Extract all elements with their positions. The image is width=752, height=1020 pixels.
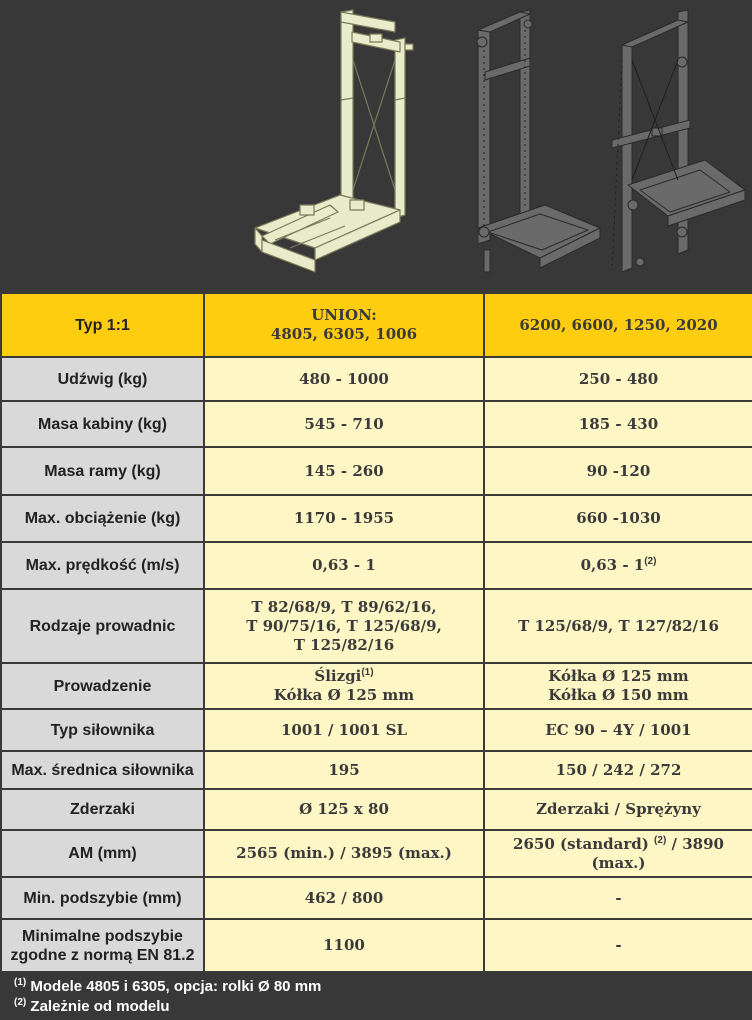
row-label: Prowadzenie bbox=[1, 663, 204, 709]
footnote-ref-1: (1) bbox=[361, 667, 374, 678]
row-value-col1: 462 / 800 bbox=[204, 877, 484, 919]
row-label: Min. podszybie (mm) bbox=[1, 877, 204, 919]
am-max-label: (max.) bbox=[591, 853, 646, 872]
footnote-1-mark: (1) bbox=[14, 977, 27, 988]
row-value-col2: 250 - 480 bbox=[484, 357, 752, 401]
row-label: Zderzaki bbox=[1, 789, 204, 830]
row-value-col1: 545 - 710 bbox=[204, 401, 484, 447]
header-col1 bbox=[204, 293, 484, 357]
table-row bbox=[1, 830, 752, 877]
header-col1-line2: 4805, 6305, 1006 bbox=[270, 325, 418, 343]
frame-6200-illustration-side bbox=[612, 10, 745, 272]
row-value-col2: Zderzaki / Sprężyny bbox=[484, 789, 752, 830]
guidance-slides: Ślizgi bbox=[314, 667, 362, 685]
row-label: Max. prędkość (m/s) bbox=[1, 542, 204, 589]
table-row bbox=[1, 709, 752, 751]
row-label-line1: Minimalne podszybie bbox=[22, 927, 183, 945]
row-label: AM (mm) bbox=[1, 830, 204, 877]
footnote-2 bbox=[14, 997, 744, 1017]
row-value-col1: 1170 - 1955 bbox=[204, 495, 484, 542]
row-label: Typ siłownika bbox=[1, 709, 204, 751]
guide-rail-line: T 82/68/9, T 89/62/16, bbox=[251, 597, 437, 616]
header-col2: 6200, 6600, 1250, 2020 bbox=[484, 293, 752, 357]
row-value-col1: 0,63 - 1 bbox=[204, 542, 484, 589]
row-value-col2: 185 - 430 bbox=[484, 401, 752, 447]
header-type-label: Typ 1:1 bbox=[1, 293, 204, 357]
header-col1-line1: UNION: bbox=[311, 306, 377, 324]
row-label bbox=[1, 919, 204, 972]
row-label: Masa ramy (kg) bbox=[1, 447, 204, 495]
row-value-col2: - bbox=[484, 877, 752, 919]
row-value-col1 bbox=[204, 589, 484, 663]
row-label: Masa kabiny (kg) bbox=[1, 401, 204, 447]
table-header-row bbox=[1, 293, 752, 357]
frame-union-illustration bbox=[255, 10, 413, 272]
guide-rail-line: T 90/75/16, T 125/68/9, bbox=[246, 616, 442, 635]
row-label: Max. obciążenie (kg) bbox=[1, 495, 204, 542]
footnote-ref-2: (2) bbox=[654, 834, 667, 846]
footnote-ref-2: (2) bbox=[644, 556, 657, 567]
row-value-col1: 2565 (min.) / 3895 (max.) bbox=[204, 830, 484, 877]
row-label: Rodzaje prowadnic bbox=[1, 589, 204, 663]
row-value-col2: - bbox=[484, 919, 752, 972]
row-value-col1 bbox=[204, 663, 484, 709]
row-label-line2: zgodne z normą EN 81.2 bbox=[10, 946, 195, 964]
footnote-2-mark: (2) bbox=[14, 997, 27, 1008]
row-value-col2: EC 90 – 4Y / 1001 bbox=[484, 709, 752, 751]
row-value-col1: 195 bbox=[204, 751, 484, 789]
row-value-col1: 1100 bbox=[204, 919, 484, 972]
guide-rail-line: T 125/82/16 bbox=[293, 635, 395, 654]
table-row bbox=[1, 495, 752, 542]
guidance-wheels-150: Kółka Ø 150 mm bbox=[548, 686, 689, 704]
product-images bbox=[0, 0, 752, 292]
row-value-col2 bbox=[484, 830, 752, 877]
row-label: Max. średnica siłownika bbox=[1, 751, 204, 789]
row-value-col1: Ø 125 x 80 bbox=[204, 789, 484, 830]
am-max-value: / 3890 bbox=[666, 834, 724, 853]
table-row bbox=[1, 663, 752, 709]
table-row bbox=[1, 542, 752, 589]
row-value-col2 bbox=[484, 542, 752, 589]
row-label: Udźwig (kg) bbox=[1, 357, 204, 401]
frame-6200-illustration-front bbox=[477, 10, 600, 272]
row-value-col1: 145 - 260 bbox=[204, 447, 484, 495]
table-row bbox=[1, 589, 752, 663]
table-row bbox=[1, 401, 752, 447]
row-value-col2: 150 / 242 / 272 bbox=[484, 751, 752, 789]
spec-table bbox=[0, 292, 752, 973]
speed-value: 0,63 - 1 bbox=[580, 556, 645, 574]
row-value-col2: 90 -120 bbox=[484, 447, 752, 495]
table-row bbox=[1, 919, 752, 972]
footnote-2-text: Zależnie od modelu bbox=[26, 998, 170, 1015]
row-value-col2: T 125/68/9, T 127/82/16 bbox=[484, 589, 752, 663]
table-row bbox=[1, 877, 752, 919]
row-value-col2 bbox=[484, 663, 752, 709]
am-standard: 2650 (standard) bbox=[513, 834, 649, 853]
row-value-col1: 480 - 1000 bbox=[204, 357, 484, 401]
table-row bbox=[1, 789, 752, 830]
row-value-col2: 660 -1030 bbox=[484, 495, 752, 542]
footnote-1-text: Modele 4805 i 6305, opcja: rolki Ø 80 mm bbox=[26, 978, 322, 995]
row-value-col1: 1001 / 1001 SL bbox=[204, 709, 484, 751]
footnote-1 bbox=[14, 977, 744, 997]
footnotes bbox=[14, 977, 744, 1017]
guidance-wheels-125: Kółka Ø 125 mm bbox=[548, 667, 689, 685]
table-row bbox=[1, 751, 752, 789]
guidance-wheels: Kółka Ø 125 mm bbox=[273, 686, 415, 704]
product-images-svg bbox=[0, 0, 752, 292]
table-row bbox=[1, 357, 752, 401]
table-row bbox=[1, 447, 752, 495]
